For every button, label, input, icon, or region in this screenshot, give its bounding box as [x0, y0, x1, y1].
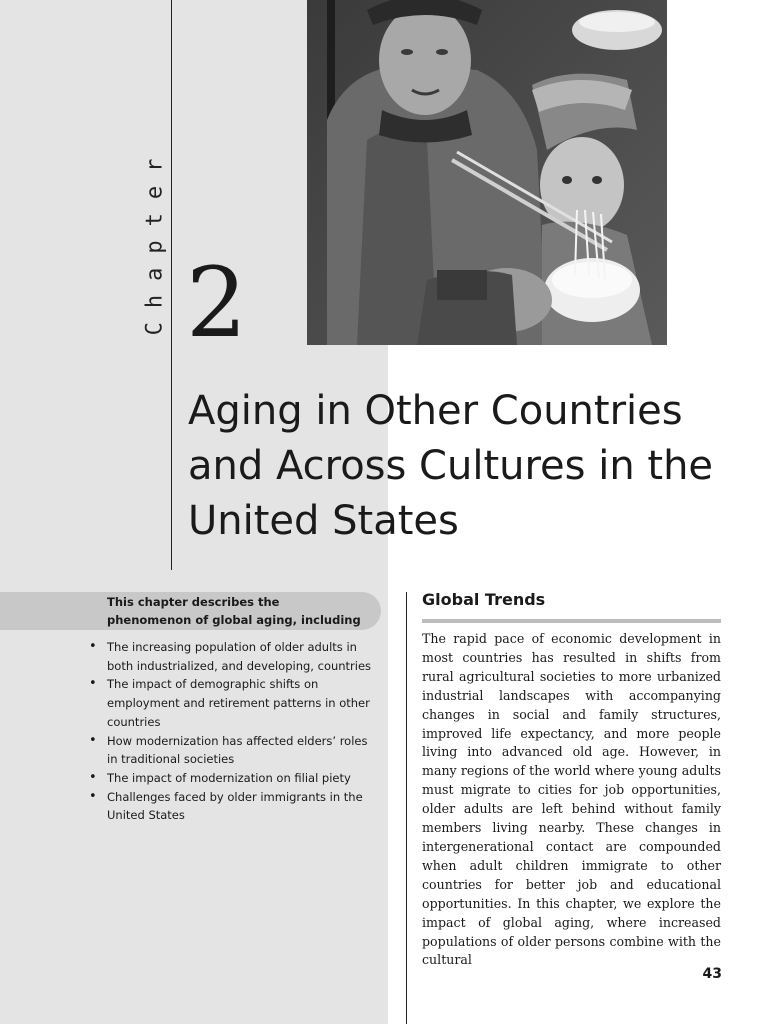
list-item: • How modernization has affected elders’ roles in traditional societies	[88, 732, 378, 769]
chapter-title: Aging in Other Countries and Across Cultures in the United States	[188, 388, 714, 544]
photo-elder-and-child-icon	[307, 0, 667, 345]
chapter-label: Chapter	[142, 144, 168, 336]
body-paragraph: The rapid pace of economic development in most countries has resulted in shifts from rural agricultural societies to more urbanized industrial landscapes with accompanying changes in social and family structures, improved life expectancy, and more people living into advanced old age. However, in many regions of the world where young adults must migrate to cities for job opportunities, older adults are left behind without family members living nearby. These changes in intergenerational contact are compounded when adult children immigrate to other countries for better job and educational opportunities. In this chapter, we explore the impact of global aging, where increased populations of older persons combine with the cultural	[422, 631, 721, 968]
page-number: 43	[702, 966, 722, 982]
learning-objectives-list	[88, 638, 378, 825]
chapter-number: 2	[186, 247, 248, 359]
chapter-photo	[307, 0, 667, 345]
section-heading: Global Trends	[422, 590, 546, 609]
section-heading-rule	[422, 619, 721, 623]
column-divider-rule	[406, 592, 407, 1024]
list-item: • The impact of demographic shifts on employment and retirement patterns in other countries	[88, 675, 378, 731]
left-vertical-rule	[171, 0, 172, 570]
list-item: • The increasing population of older adults in both industrialized, and developing, countries	[88, 638, 378, 675]
list-item: • Challenges faced by older immigrants in the United States	[88, 788, 378, 825]
chapter-intro-lead: This chapter describes the phenomenon of global aging, including	[107, 595, 361, 627]
list-item: • The impact of modernization on filial piety	[88, 769, 378, 788]
